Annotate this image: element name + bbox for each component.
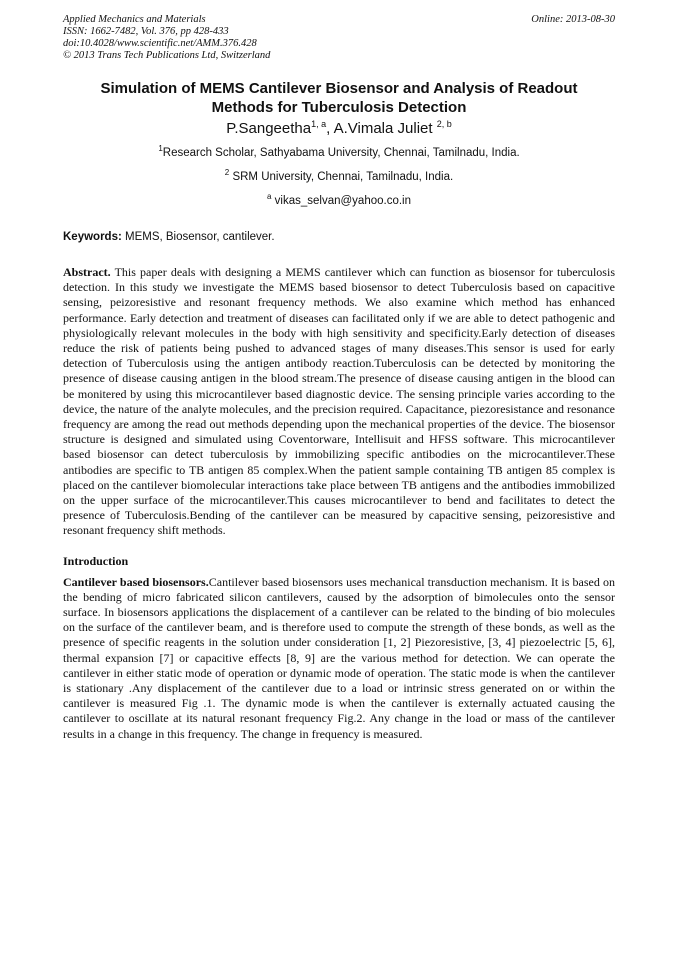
title-line-1: Simulation of MEMS Cantilever Biosensor and Analysis of Readout [100,80,578,97]
title-line-2: Methods for Tuberculosis Detection [211,99,467,116]
email-marker: a [267,192,272,201]
author-2: A.Vimala Juliet [333,120,433,137]
abstract [63,265,615,539]
affiliation-2-text: SRM University, Chennai, Tamilnadu, India. [232,171,454,183]
keywords-text: MEMS, Biosensor, cantilever. [125,231,275,243]
introduction-heading: Introduction [63,553,129,568]
affiliation-2 [63,170,615,185]
email-address[interactable]: vikas_selvan@yahoo.co.in [274,195,411,207]
abstract-text: This paper deals with designing a MEMS cantilever which can function as biosensor for tuberculosis detection. In this study we investigate the MEMS based biosensor to detect Tuberculosis based on capacitive sensing, peizoresistive and resonant frequency methods. We also examine which method has enhanced performance. Early detection and treatment of diseases can facilitated only if we are able to detect pathogenic and physiologically relevant molecules in the body with high sensitivity and specificity.Early detection of diseases reduce the risk of patients being pushed to advanced stages of many diseases.This sensor is used for early detection of Tuberculosis using the antigen antibody reaction.Tuberculosis can be detected by monitoring the presence of disease causing antigen in the blood stream.The presence of disease causing antigen in the blood can be monitered by using this microcantilever based diagnostic device. The sensing principle varies according to the device, the nature of the analyte molecules, and the precision required. Capacitance, piezoresistance and resonance frequency are among the read out methods depending upon the mechanical properties of the device. The biosensor structure is designed and simulated using Coventorware, Intellisuit and HFSS software. This microcantilever based biosensor can detect tuberculosis by immobilizing specific antibodies on the microcantilever.These antibodies are specific to TB antigen 85 complex.When the patient sample containing TB antigen 85 complex is placed on the cantilever biomolecular interactions take place between TB antigens and the antibodies immobilized on the upper surface of the microcantilever.This causes microcantilever to bend and facilitates to detect the presence of Tuberculosis.Bending of the cantilever can be measured by capacitive sensing, peizoresistive and resonant frequency shift methods. [63,265,615,538]
keywords-label: Keywords: [63,231,122,243]
online-date: Online: 2013-08-30 [531,14,615,25]
introduction-paragraph [63,575,615,742]
copyright-line: © 2013 Trans Tech Publications Ltd, Switzerland [63,50,271,61]
introduction-text: Cantilever based biosensors uses mechanical transduction mechanism. It is based on the bending of micro fabricated silicon cantilevers, caused by the adsorption of bimolecules onto the sensor surface. In biosensors applications the displacement of a cantilever can be related to the binding of bio molecules on the surface of the cantilever beam, and is therefore used to compute the strength of these bonds, as well as the presence of specific reagents in the solution under consideration [1, 2] Piezoresistive, [3, 4] piezoelectric [5, 6], thermal expansion [7] or capacitive effects [8, 9] are the various method for detection. We can operate the cantilever in either static mode of operation or dynamic mode of operation. The static mode is when the cantilever is stationary .Any displacement of the cantilever due to a load or intrinsic stress generated on or within the cantilever is measured Fig .1. The dynamic mode is when the cantilever is externally actuated causing the cantilever to oscillate at its natural resonant frequency Fig.2. Any change in the load or mass of the cantilever results in a change in this frequency. The change in frequency is measured. [63,574,615,741]
introduction-lead: Cantilever based biosensors. [63,574,209,589]
journal-header [63,14,615,62]
keywords [63,230,615,245]
doi-line[interactable]: doi:10.4028/www.scientific.net/AMM.376.428 [63,38,257,49]
author-1-affiliation-marker: 1, a [311,119,327,129]
paper-title [63,79,615,117]
abstract-label: Abstract. [63,265,111,279]
affiliation-1-text: Research Scholar, Sathyabama University, Chennai, Tamilnadu, India. [162,147,520,159]
affiliation-1 [63,146,615,161]
author-2-affiliation-marker: 2, b [436,119,452,129]
journal-name: Applied Mechanics and Materials [63,14,206,25]
affiliation-1-marker: 1 [158,144,163,153]
author-separator: , [326,120,334,137]
issn-line: ISSN: 1662-7482, Vol. 376, pp 428-433 [63,26,229,37]
affiliation-2-marker: 2 [224,168,230,177]
author-1: P.Sangeetha [226,120,312,137]
author-list [63,119,615,139]
email-line [63,194,615,209]
